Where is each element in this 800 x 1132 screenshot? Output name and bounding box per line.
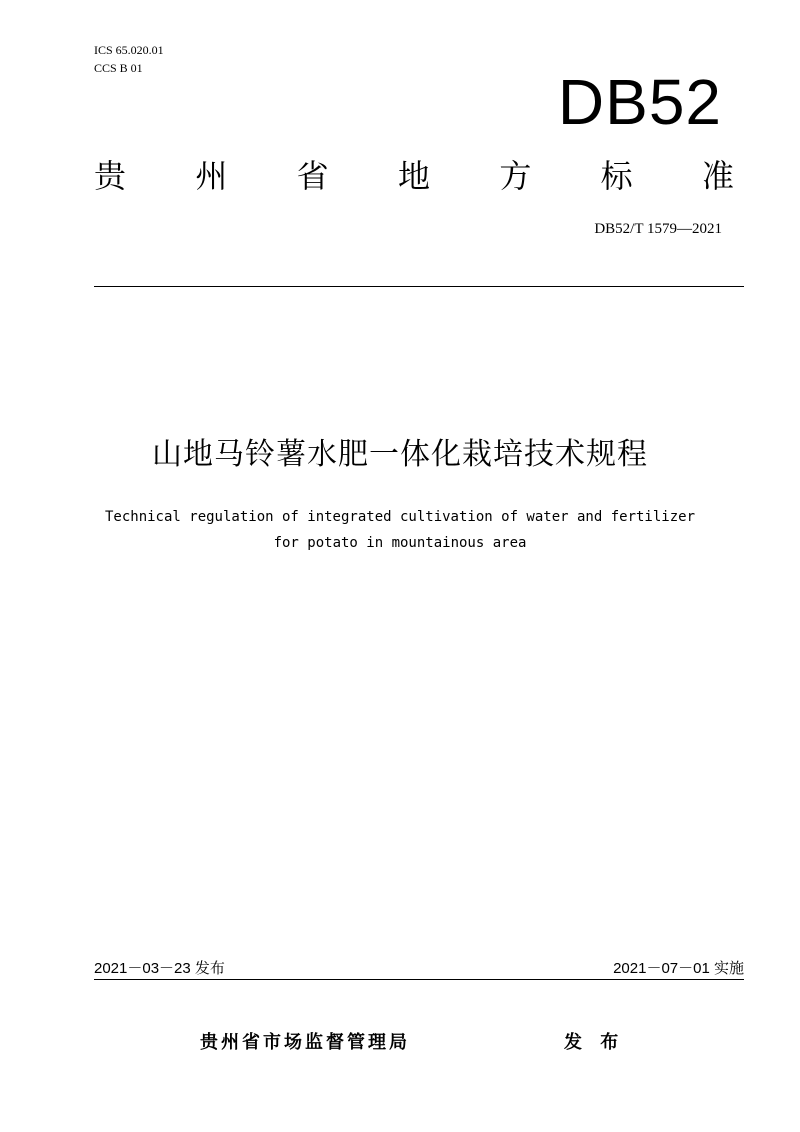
classification-codes: [94, 41, 164, 77]
ccs-code: CCS B 01: [94, 61, 143, 75]
implement-date: 2021－07－01 实施: [613, 960, 744, 977]
english-title-line: Technical regulation of integrated cultivation of water and fertilizer: [104, 509, 695, 525]
publish-date: 2021－03－23 发布: [94, 960, 225, 977]
english-title-line: for potato in mountainous area: [273, 535, 527, 551]
standard-type-char: 地: [397, 157, 430, 195]
issue-label: 发 布: [564, 1032, 625, 1053]
standard-type: [94, 152, 734, 200]
document-title-english: [0, 504, 800, 556]
document-title-chinese: 山地马铃薯水肥一体化栽培技术规程: [152, 437, 648, 472]
standard-type-char: 准: [701, 157, 734, 195]
standard-type-char: 省: [296, 157, 329, 195]
footer-divider: [94, 979, 744, 980]
standard-type-char: 贵: [94, 157, 127, 195]
standard-type-char: 标: [600, 157, 633, 195]
db-code: DB52: [557, 66, 722, 138]
standard-type-char: 方: [499, 157, 532, 195]
issuing-authority: 贵州省市场监督管理局: [200, 1032, 410, 1053]
header-divider: [94, 286, 744, 287]
standard-number: DB52/T 1579—2021: [594, 221, 722, 237]
ics-code: ICS 65.020.01: [94, 43, 164, 57]
standard-type-char: 州: [195, 157, 228, 195]
